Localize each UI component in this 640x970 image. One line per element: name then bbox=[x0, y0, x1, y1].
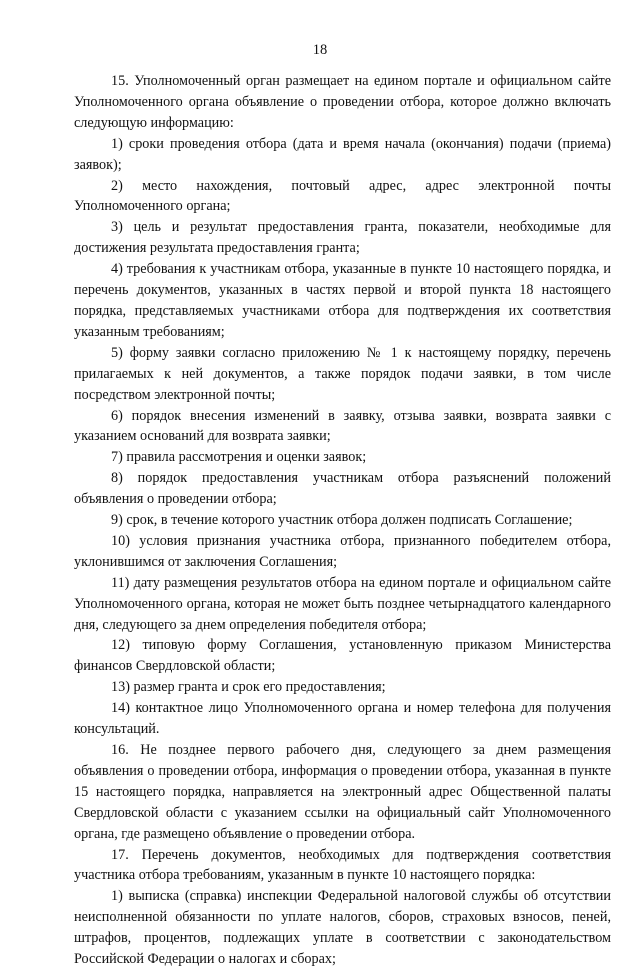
paragraph-15-intro: 15. Уполномоченный орган размещает на едином портале и официальном сайте Уполномоченного органа объявление о проведении отбора, которое должно включать следующую информацию: bbox=[74, 73, 611, 131]
list-item-15-10: 10) условия признания участника отбора, признанного победителем отбора, уклонившимся от заключения Соглашения; bbox=[74, 532, 611, 570]
paragraph-17-intro: 17. Перечень документов, необходимых для подтверждения соответствия участника отбора требованиям, указанным в пункте 10 настоящего порядка: bbox=[74, 846, 611, 884]
list-item-15-4: 4) требования к участникам отбора, указанные в пункте 10 настоящего порядка, и перечень документов, указанных в частях первой и второй пункта 18 настоящего порядка, представляемых участниками отбора для подтверждения их соответствия указанным требованиям; bbox=[74, 261, 611, 340]
list-item-15-1: 1) сроки проведения отбора (дата и время начала (окончания) подачи (приема) заявок); bbox=[74, 135, 611, 173]
list-item-15-3: 3) цель и результат предоставления гранта, показатели, необходимые для достижения результата предоставления гранта; bbox=[74, 219, 611, 257]
page-number: 18 bbox=[312, 42, 328, 58]
list-item-15-11: 11) дату размещения результатов отбора на едином портале и официальном сайте Уполномоченного органа, которая не может быть позднее четырнадцатого календарного дня, следующего за днем определения победителя отбора; bbox=[74, 574, 611, 633]
document-body bbox=[74, 71, 611, 970]
list-item-15-13: 13) размер гранта и срок его предоставления; bbox=[111, 679, 386, 696]
paragraph-16: 16. Не позднее первого рабочего дня, следующего за днем размещения объявления о проведении отбора, информация о проведении отбора, указанная в пункте 15 настоящего порядка, направляется на электронный адрес Общественной палаты Свердловской области с указанием ссылки на официальный сайт Уполномоченного органа, где размещено объявление о проведении отбора. bbox=[74, 742, 611, 842]
list-item-15-6: 6) порядок внесения изменений в заявку, отзыва заявки, возврата заявки с указанием оснований для возврата заявки; bbox=[74, 407, 611, 445]
list-item-15-5: 5) форму заявки согласно приложению № 1 к настоящему порядку, перечень прилагаемых к ней документов, а также порядок подачи заявки, в том числе посредством электронной почты; bbox=[74, 344, 611, 403]
list-item-15-8: 8) порядок предоставления участникам отбора разъяснений положений объявления о проведении отбора; bbox=[74, 470, 611, 508]
list-item-17-1: 1) выписка (справка) инспекции Федеральной налоговой службы об отсутствии неисполненной обязанности по уплате налогов, сборов, страховых взносов, пеней, штрафов, процентов, подлежащих уплате в соответствии с законодательством Российской Федерации о налогах и сборах; bbox=[74, 888, 611, 968]
list-item-15-12: 12) типовую форму Соглашения, установленную приказом Министерства финансов Свердловской области; bbox=[74, 637, 611, 675]
list-item-15-7: 7) правила рассмотрения и оценки заявок; bbox=[111, 449, 367, 466]
list-item-15-2: 2) место нахождения, почтовый адрес, адрес электронной почты Уполномоченного органа; bbox=[74, 177, 611, 215]
list-item-15-9: 9) срок, в течение которого участник отбора должен подписать Соглашение; bbox=[111, 512, 573, 529]
list-item-15-14: 14) контактное лицо Уполномоченного органа и номер телефона для получения консультаций. bbox=[74, 700, 611, 738]
